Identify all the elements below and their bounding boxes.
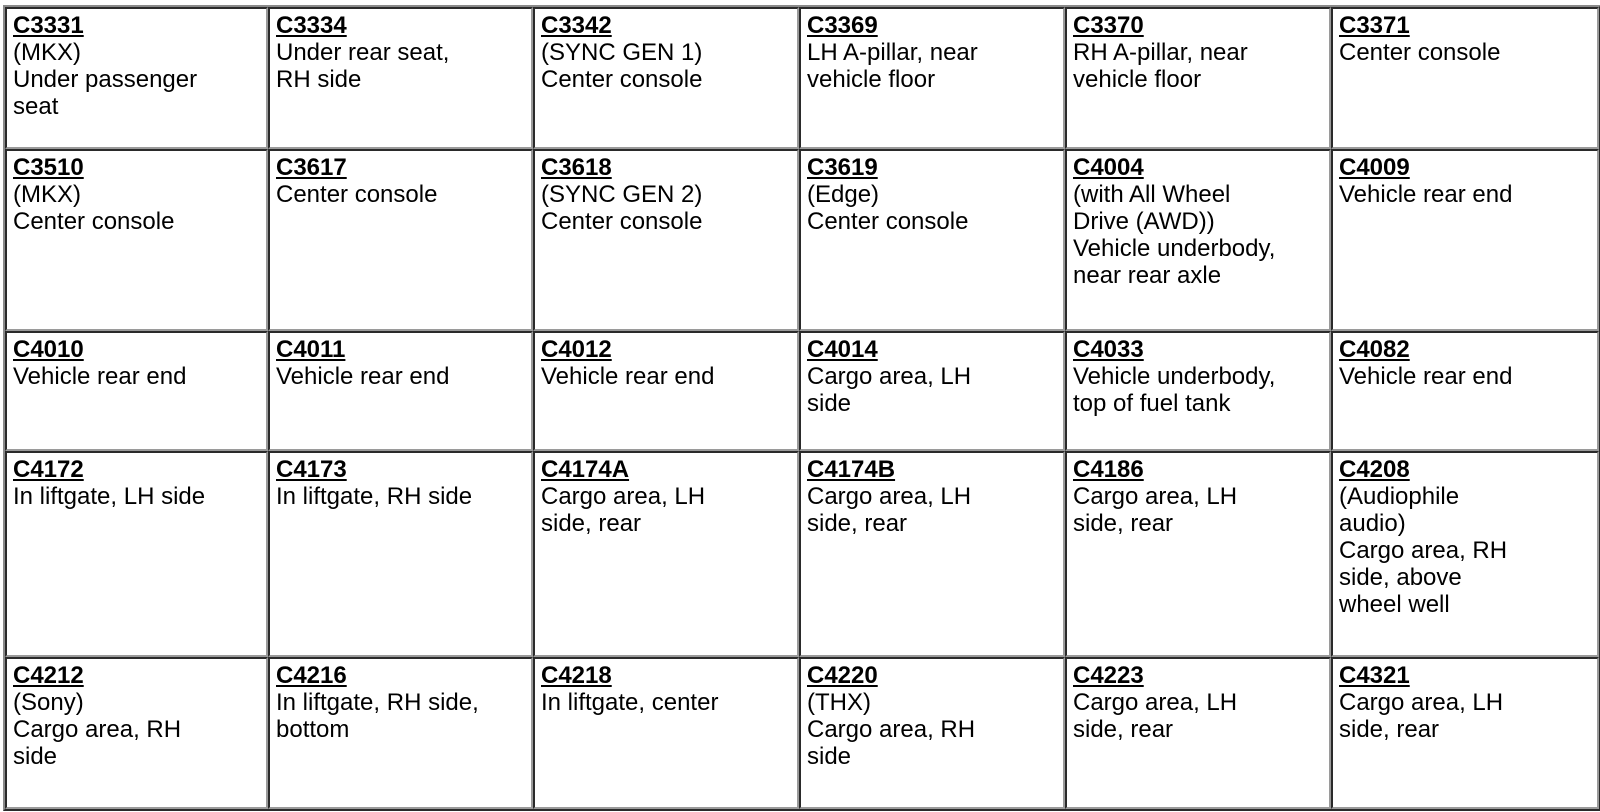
connector-code-link[interactable]: C4011 <box>276 336 346 363</box>
table-cell <box>799 149 1065 331</box>
connector-code-link[interactable]: C4186 <box>1073 456 1144 483</box>
connector-code-link[interactable]: C3342 <box>541 12 612 39</box>
connector-code-link[interactable]: C4220 <box>807 662 878 689</box>
table-cell <box>799 331 1065 451</box>
cell-line: bottom <box>276 716 350 743</box>
table-cell <box>533 451 799 657</box>
table-row <box>5 149 1599 331</box>
connector-code-link[interactable]: C4173 <box>276 456 347 483</box>
cell-line: Vehicle rear end <box>1339 363 1513 390</box>
cell-line: seat <box>13 93 59 120</box>
table-cell <box>1065 149 1331 331</box>
connector-location-page <box>3 5 1597 807</box>
connector-code-link[interactable]: C4208 <box>1339 456 1410 483</box>
connector-code-link[interactable]: C4012 <box>541 336 612 363</box>
cell-line: Vehicle underbody, <box>1073 235 1276 262</box>
cell-line: Vehicle rear end <box>541 363 715 390</box>
connector-code-link[interactable]: C3510 <box>13 154 84 181</box>
cell-line: Center console <box>807 208 969 235</box>
cell-line: RH A-pillar, near <box>1073 39 1248 66</box>
cell-line: Cargo area, LH <box>541 483 706 510</box>
table-row <box>5 451 1599 657</box>
cell-line: LH A-pillar, near <box>807 39 978 66</box>
table-cell <box>268 149 533 331</box>
cell-line: (SYNC GEN 2) <box>541 181 703 208</box>
connector-code-link[interactable]: C4033 <box>1073 336 1144 363</box>
connector-code-link[interactable]: C4172 <box>13 456 84 483</box>
cell-line: vehicle floor <box>807 66 936 93</box>
cell-line: Drive (AWD)) <box>1073 208 1215 235</box>
table-cell <box>1331 331 1599 451</box>
cell-line: Under rear seat, <box>276 39 450 66</box>
cell-line: (Edge) <box>807 181 880 208</box>
cell-line: Center console <box>541 208 703 235</box>
table-cell <box>799 7 1065 149</box>
connector-code-link[interactable]: C4082 <box>1339 336 1410 363</box>
table-cell <box>1331 451 1599 657</box>
cell-line: Under passenger <box>13 66 198 93</box>
cell-line: Vehicle rear end <box>276 363 450 390</box>
table-cell <box>533 331 799 451</box>
connector-code-link[interactable]: C3617 <box>276 154 347 181</box>
connector-code-link[interactable]: C4174A <box>541 456 630 483</box>
cell-line: (SYNC GEN 1) <box>541 39 703 66</box>
cell-line: Cargo area, RH <box>1339 537 1508 564</box>
connector-code-link[interactable]: C4223 <box>1073 662 1144 689</box>
cell-line: In liftgate, RH side <box>276 483 473 510</box>
cell-line: vehicle floor <box>1073 66 1202 93</box>
cell-line: (Sony) <box>13 689 84 716</box>
table-cell <box>1331 657 1599 809</box>
table-cell <box>799 451 1065 657</box>
cell-line: wheel well <box>1339 591 1450 618</box>
cell-line: (with All Wheel <box>1073 181 1231 208</box>
cell-line: Vehicle rear end <box>13 363 187 390</box>
cell-line: (Audiophile <box>1339 483 1460 510</box>
cell-line: top of fuel tank <box>1073 390 1231 417</box>
connector-code-link[interactable]: C3331 <box>13 12 84 39</box>
cell-line: side, rear <box>1339 716 1440 743</box>
connector-code-link[interactable]: C3619 <box>807 154 878 181</box>
table-cell <box>5 149 268 331</box>
cell-line: side, above <box>1339 564 1462 591</box>
connector-code-link[interactable]: C3371 <box>1339 12 1410 39</box>
connector-code-link[interactable]: C4216 <box>276 662 347 689</box>
table-cell <box>268 657 533 809</box>
cell-line: (MKX) <box>13 39 81 66</box>
cell-line: Center console <box>13 208 175 235</box>
connector-code-link[interactable]: C4014 <box>807 336 878 363</box>
table-cell <box>5 7 268 149</box>
table-cell <box>1331 7 1599 149</box>
connector-code-link[interactable]: C4212 <box>13 662 84 689</box>
table-cell <box>5 657 268 809</box>
cell-line: In liftgate, center <box>541 689 719 716</box>
table-body <box>5 7 1599 809</box>
cell-line: Cargo area, RH <box>13 716 182 743</box>
cell-line: side <box>13 743 58 770</box>
cell-line: Cargo area, LH <box>1073 483 1238 510</box>
cell-line: Cargo area, RH <box>807 716 976 743</box>
cell-line: Center console <box>1339 39 1501 66</box>
connector-code-link[interactable]: C4321 <box>1339 662 1410 689</box>
table-cell <box>533 7 799 149</box>
cell-line: Vehicle underbody, <box>1073 363 1276 390</box>
table-cell <box>1065 7 1331 149</box>
table-row <box>5 331 1599 451</box>
cell-line: Center console <box>541 66 703 93</box>
table-row <box>5 657 1599 809</box>
cell-line: In liftgate, RH side, <box>276 689 479 716</box>
connector-code-link[interactable]: C3369 <box>807 12 878 39</box>
cell-line: Cargo area, LH <box>1339 689 1504 716</box>
cell-line: side, rear <box>1073 716 1174 743</box>
table-row <box>5 7 1599 149</box>
cell-line: RH side <box>276 66 362 93</box>
connector-code-link[interactable]: C3334 <box>276 12 347 39</box>
cell-line: In liftgate, LH side <box>13 483 206 510</box>
connector-code-link[interactable]: C4004 <box>1073 154 1144 181</box>
cell-line: side <box>807 390 852 417</box>
connector-code-link[interactable]: C3370 <box>1073 12 1144 39</box>
cell-line: Center console <box>276 181 438 208</box>
table-cell <box>1065 331 1331 451</box>
table-cell <box>533 657 799 809</box>
cell-line: audio) <box>1339 510 1406 537</box>
cell-line: Cargo area, LH <box>1073 689 1238 716</box>
cell-line: (THX) <box>807 689 871 716</box>
table-cell <box>5 451 268 657</box>
table-cell <box>268 331 533 451</box>
cell-line: (MKX) <box>13 181 81 208</box>
connector-code-link[interactable]: C4010 <box>13 336 84 363</box>
connector-code-link[interactable]: C4009 <box>1339 154 1410 181</box>
cell-line: near rear axle <box>1073 262 1222 289</box>
table-cell <box>268 451 533 657</box>
cell-line: side, rear <box>807 510 908 537</box>
cell-line: side, rear <box>541 510 642 537</box>
table-cell <box>1065 451 1331 657</box>
table-cell <box>1331 149 1599 331</box>
cell-line: Vehicle rear end <box>1339 181 1513 208</box>
cell-line: side <box>807 743 852 770</box>
connector-code-link[interactable]: C4218 <box>541 662 612 689</box>
table-cell <box>268 7 533 149</box>
connector-code-link[interactable]: C3618 <box>541 154 612 181</box>
cell-line: Cargo area, LH <box>807 363 972 390</box>
connector-code-link[interactable]: C4174B <box>807 456 896 483</box>
cell-line: side, rear <box>1073 510 1174 537</box>
table-cell <box>533 149 799 331</box>
table-cell <box>1065 657 1331 809</box>
table-cell <box>5 331 268 451</box>
table-cell <box>799 657 1065 809</box>
connector-location-table <box>3 5 1600 811</box>
cell-line: Cargo area, LH <box>807 483 972 510</box>
